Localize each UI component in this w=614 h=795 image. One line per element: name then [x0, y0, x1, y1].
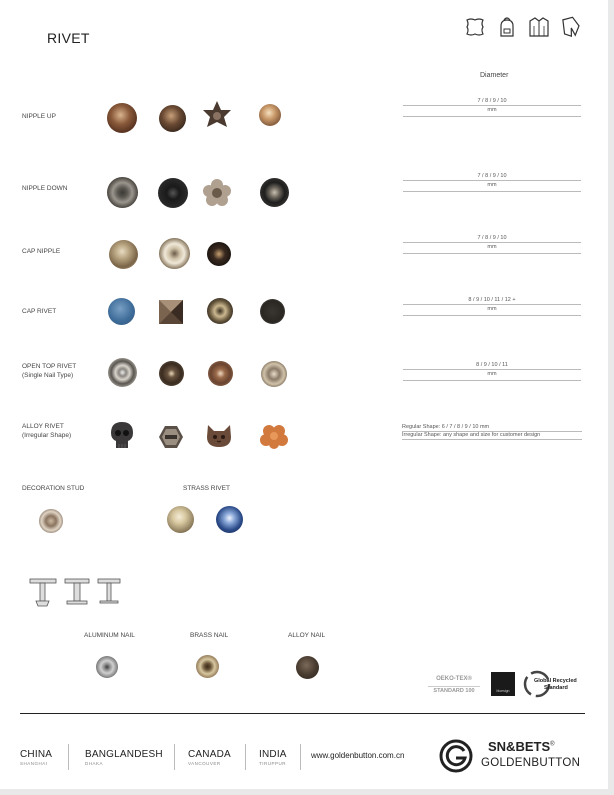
oeko-tex-title: OEKO-TEX® [436, 676, 472, 682]
location-bangladesh [85, 749, 163, 766]
decoration-stud [39, 509, 63, 533]
brand-name-top [488, 739, 555, 754]
rivet-pyramid-cap [158, 299, 184, 325]
page-title: RIVET [47, 30, 90, 46]
spec-unit: mm [403, 305, 581, 316]
jacket-icon [526, 14, 552, 40]
rivet-open-top-4 [261, 361, 287, 387]
spec-values: 7 / 8 / 9 / 10 [403, 235, 581, 243]
bluesign-text: bluesign [496, 689, 510, 693]
strass-rivet-1 [167, 506, 194, 533]
rivet-star-nipple [200, 99, 234, 133]
spec-nipple-up [403, 98, 581, 117]
row-label-text: NIPPLE UP [22, 113, 56, 120]
rivet-flower-nipple [202, 178, 232, 208]
leather-hide-icon [462, 14, 488, 40]
spec-values: 8 / 9 / 10 / 11 [403, 362, 581, 370]
row-label-text: OPEN TOP RIVET [22, 363, 77, 370]
goldenbutton-logo-icon [438, 738, 474, 774]
footer-separator [245, 744, 246, 770]
city-name: VANCOUVER [188, 761, 221, 766]
spec-open-top-rivet [403, 362, 581, 381]
location-india [259, 749, 287, 766]
footer-separator [300, 744, 301, 770]
alloy-nail [296, 656, 319, 679]
spec-unit: mm [403, 106, 581, 117]
rivet-cap-rivet-4 [260, 299, 285, 324]
country-name: CHINA [20, 749, 53, 760]
rivet-nipple-up-4 [259, 104, 281, 126]
row-label-sub: (Irregular Shape) [22, 432, 72, 439]
brand-name-text: SN&BETS [488, 739, 551, 754]
rivet-nipple-up-1 [107, 103, 137, 133]
footer-divider [20, 713, 585, 714]
rivet-cap-nipple-2 [159, 238, 190, 269]
grs-line-1: Global Recycled [534, 678, 577, 684]
spec-cap-nipple [403, 235, 581, 254]
spec-alloy-rivet [402, 424, 582, 440]
row-label-cap-rivet [22, 307, 56, 316]
spec-unit: mm [403, 181, 581, 192]
rivet-open-top-3 [208, 361, 233, 386]
brass-nail [196, 655, 219, 678]
registered-mark: ® [550, 741, 555, 748]
spec-values: 8 / 9 / 10 / 11 / 12 + [403, 297, 581, 305]
spec-unit: mm [403, 370, 581, 381]
label-alloy-nail: ALLOY NAIL [288, 632, 326, 639]
rivet-nipple-down-2 [158, 178, 188, 208]
row-label-text: CAP NIPPLE [22, 248, 61, 255]
city-name: SHANGHAI [20, 761, 48, 766]
aluminum-nail [96, 656, 118, 678]
label-strass-rivet: STRASS RIVET [183, 485, 230, 492]
rivet-nipple-up-2 [159, 105, 186, 132]
jeans-icon [558, 14, 584, 40]
website-link[interactable]: www.goldenbutton.com.cn [311, 751, 405, 760]
spec-values: 7 / 8 / 9 / 10 [403, 173, 581, 181]
rivet-hexagon-emblem [158, 425, 184, 449]
rivet-skull [110, 421, 134, 451]
oeko-tex-rule [428, 682, 480, 687]
strass-rivet-2 [216, 506, 243, 533]
row-label-nipple-down [22, 184, 68, 193]
spec-irregular-shape: Irregular Shape: any shape and size for customer design [402, 432, 582, 440]
label-brass-nail: BRASS NAIL [190, 632, 229, 639]
diameter-header: Diameter [480, 72, 509, 79]
rivet-copper-flower [260, 423, 288, 449]
row-label-sub: (Single Nail Type) [22, 372, 74, 379]
rivet-cap-nipple-3 [207, 242, 231, 266]
rivet-open-top-2 [159, 361, 184, 386]
oeko-tex-logo [422, 676, 486, 694]
rivet-cat-head [205, 423, 233, 449]
row-label-text: ALLOY RIVET [22, 423, 64, 430]
label-aluminum-nail: ALUMINUM NAIL [84, 632, 135, 639]
grs-logo [522, 669, 582, 699]
rivet-nipple-down-1 [107, 177, 138, 208]
bluesign-logo [491, 672, 515, 696]
row-label-text: NIPPLE DOWN [22, 185, 68, 192]
rivet-cap-rivet-denim [108, 298, 135, 325]
rivet-cap-rivet-3 [207, 298, 233, 324]
country-name: CANADA [188, 749, 231, 760]
footer-separator [68, 744, 69, 770]
brand-name-bottom: GOLDENBUTTON [481, 757, 581, 769]
row-label-nipple-up [22, 112, 56, 121]
rivet-cap-nipple-1 [109, 240, 138, 269]
spec-regular-shape: Regular Shape: 6 / 7 / 8 / 9 / 10 mm [402, 424, 582, 432]
grs-line-2: Standard [544, 685, 568, 691]
footer-separator [174, 744, 175, 770]
nail-diagram [27, 570, 125, 615]
spec-cap-rivet [403, 297, 581, 316]
oeko-tex-standard: STANDARD 100 [433, 688, 475, 694]
label-decoration-stud: DECORATION STUD [22, 485, 85, 492]
location-canada [188, 749, 231, 766]
row-label-open-top-rivet [22, 362, 76, 380]
city-name: DHAKA [85, 761, 104, 766]
spec-unit: mm [403, 243, 581, 254]
row-label-alloy-rivet [22, 422, 71, 440]
rivet-open-top-1 [108, 358, 137, 387]
country-name: BANGLANDESH [85, 749, 163, 760]
row-label-text: CAP RIVET [22, 308, 57, 315]
country-name: INDIA [259, 749, 287, 760]
location-china [20, 749, 52, 766]
row-label-cap-nipple [22, 247, 60, 256]
header-icons [462, 14, 584, 40]
spec-nipple-down [403, 173, 581, 192]
city-name: TIRUPPUR [259, 761, 287, 766]
spec-values: 7 / 8 / 9 / 10 [403, 98, 581, 106]
backpack-icon [494, 14, 520, 40]
rivet-nipple-down-4 [260, 178, 289, 207]
recycle-icon [522, 669, 552, 699]
